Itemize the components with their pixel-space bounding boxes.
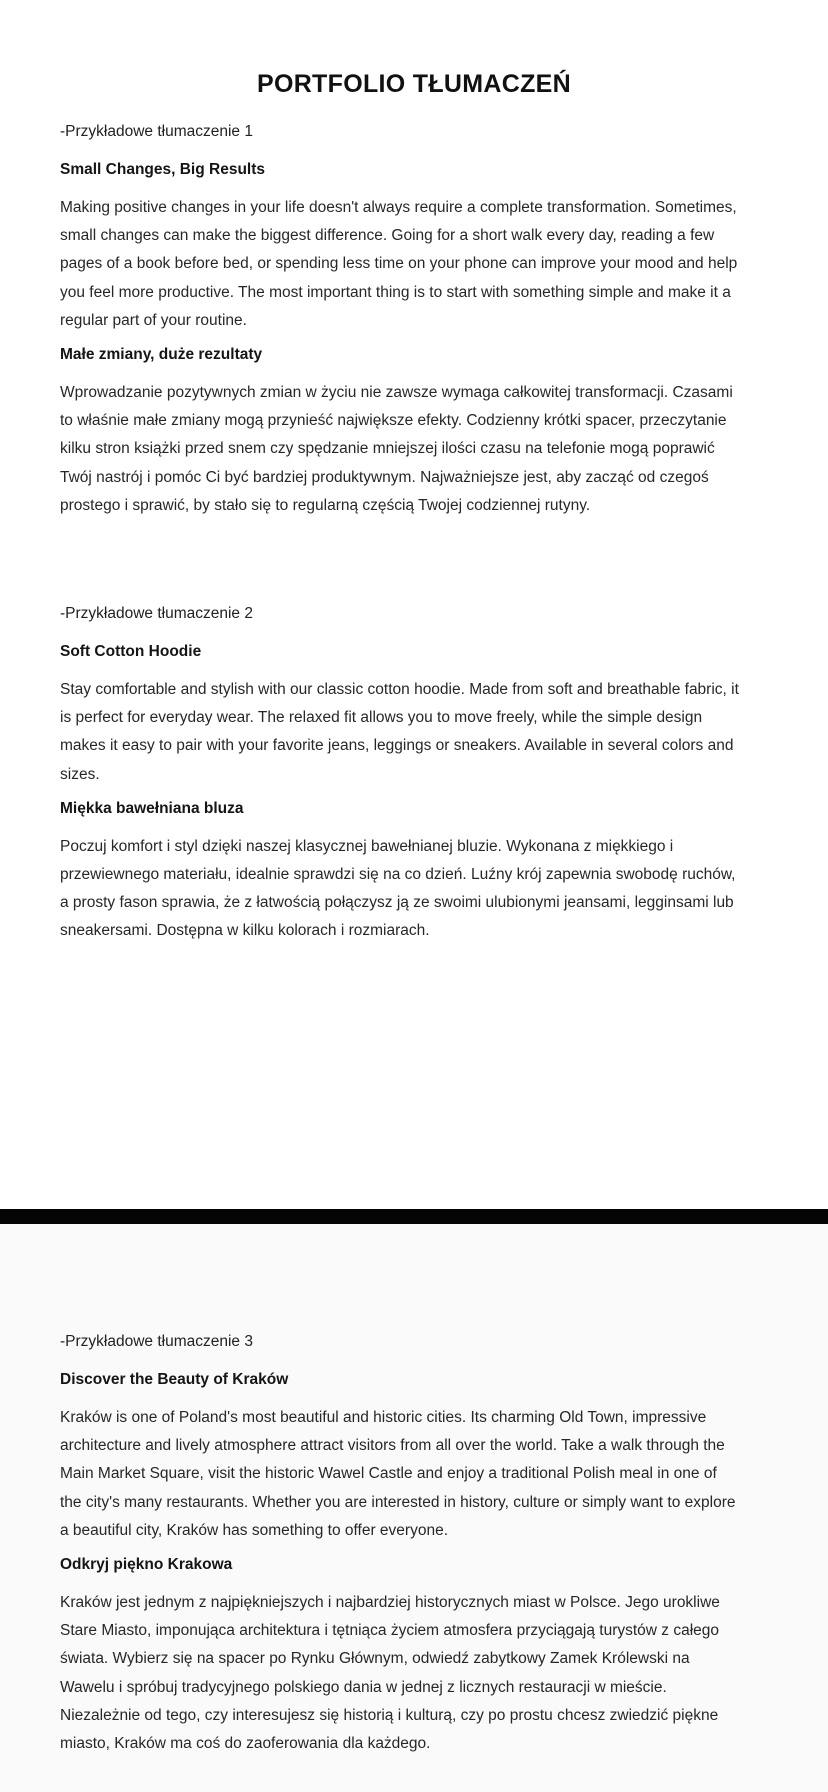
page-title: PORTFOLIO TŁUMACZEŃ — [256, 70, 571, 98]
translation-sample-3 — [60, 1332, 740, 1758]
polish-heading: Odkryj piękno Krakowa — [60, 1556, 233, 1574]
document-page-2 — [0, 1224, 828, 1792]
page-separator — [0, 1209, 828, 1224]
translation-sample-2 — [60, 604, 740, 946]
sample-label: -Przykładowe tłumaczenie 1 — [60, 123, 253, 140]
english-heading: Discover the Beauty of Kraków — [60, 1371, 289, 1388]
english-heading: Soft Cotton Hoodie — [60, 643, 202, 660]
translation-sample-1 — [60, 122, 740, 520]
polish-text: Kraków jest jednym z najpiękniejszych i najbardziej historycznych miast w Polsce. Jego urokliwe Stare Miasto, imponująca architektura i tętniąca życiem atmosfera przyciągają turystów z całego świata. Wybierz się na spacer po Rynku Głównym, odwiedź zabytkowy Zamek Królewski na Wawelu i spróbuj tradycyjnego polskiego dania w jednej z licznych restauracji w mieście. Niezależnie od tego, czy interesujesz się historią i kulturą, czy po prostu chcesz zwiedzić piękne miasto, Kraków ma coś do zaoferowania dla każdego. — [60, 1594, 720, 1753]
english-text: Kraków is one of Poland's most beautiful and historic cities. Its charming Old Town, impressive architecture and lively atmosphere attract visitors from all over the world. Take a walk through the Main Market Square, visit the historic Wawel Castle and enjoy a traditional Polish meal in one of the city's many restaurants. Whether you are interested in history, culture or simply want to explore a beautiful city, Kraków has something to offer everyone. — [60, 1409, 736, 1539]
english-text: Stay comfortable and stylish with our classic cotton hoodie. Made from soft and breathable fabric, it is perfect for everyday wear. The relaxed fit allows you to move freely, while the simple design makes it easy to pair with your favorite jeans, leggings or sneakers. Available in several colors and sizes. — [60, 681, 739, 783]
sample-label: -Przykładowe tłumaczenie 2 — [60, 605, 253, 622]
sample-label: -Przykładowe tłumaczenie 3 — [60, 1333, 253, 1350]
polish-heading: Małe zmiany, duże rezultaty — [60, 346, 263, 364]
polish-text: Poczuj komfort i styl dzięki naszej klasycznej bawełnianej bluzie. Wykonana z miękkiego i przewiewnego materiału, idealnie sprawdzi się na co dzień. Luźny krój zapewnia swobodę ruchów, a prosty fason sprawia, że z łatwością połączysz ją ze swoimi ulubionymi jeansami, legginsami lub sneakersami. Dostępna w kilku kolorach i rozmiarach. — [60, 837, 736, 940]
english-text: Making positive changes in your life doesn't always require a complete transformation. Sometimes, small changes can make the biggest difference. Going for a short walk every day, reading a few pages of a book before bed, or spending less time on your phone can improve your mood and help you feel more productive. The most important thing is to start with something simple and make it a regular part of your routine. — [60, 199, 738, 329]
polish-text: Wprowadzanie pozytywnych zmian w życiu nie zawsze wymaga całkowitej transformacji. Czasami to właśnie małe zmiany mogą przynieść największe efekty. Codzienny krótki spacer, przeczytanie kilku stron książki przed snem czy spędzanie mniejszej ilości czasu na telefonie mogą poprawić Twój nastrój i pomóc Ci być bardziej produktywnym. Najważniejsze jest, aby zacząć od czegoś prostego i sprawić, by stało się to regularną częścią Twojej codziennej rutyny. — [60, 384, 733, 514]
english-heading: Small Changes, Big Results — [60, 161, 265, 178]
polish-heading: Miękka bawełniana bluza — [60, 799, 244, 817]
